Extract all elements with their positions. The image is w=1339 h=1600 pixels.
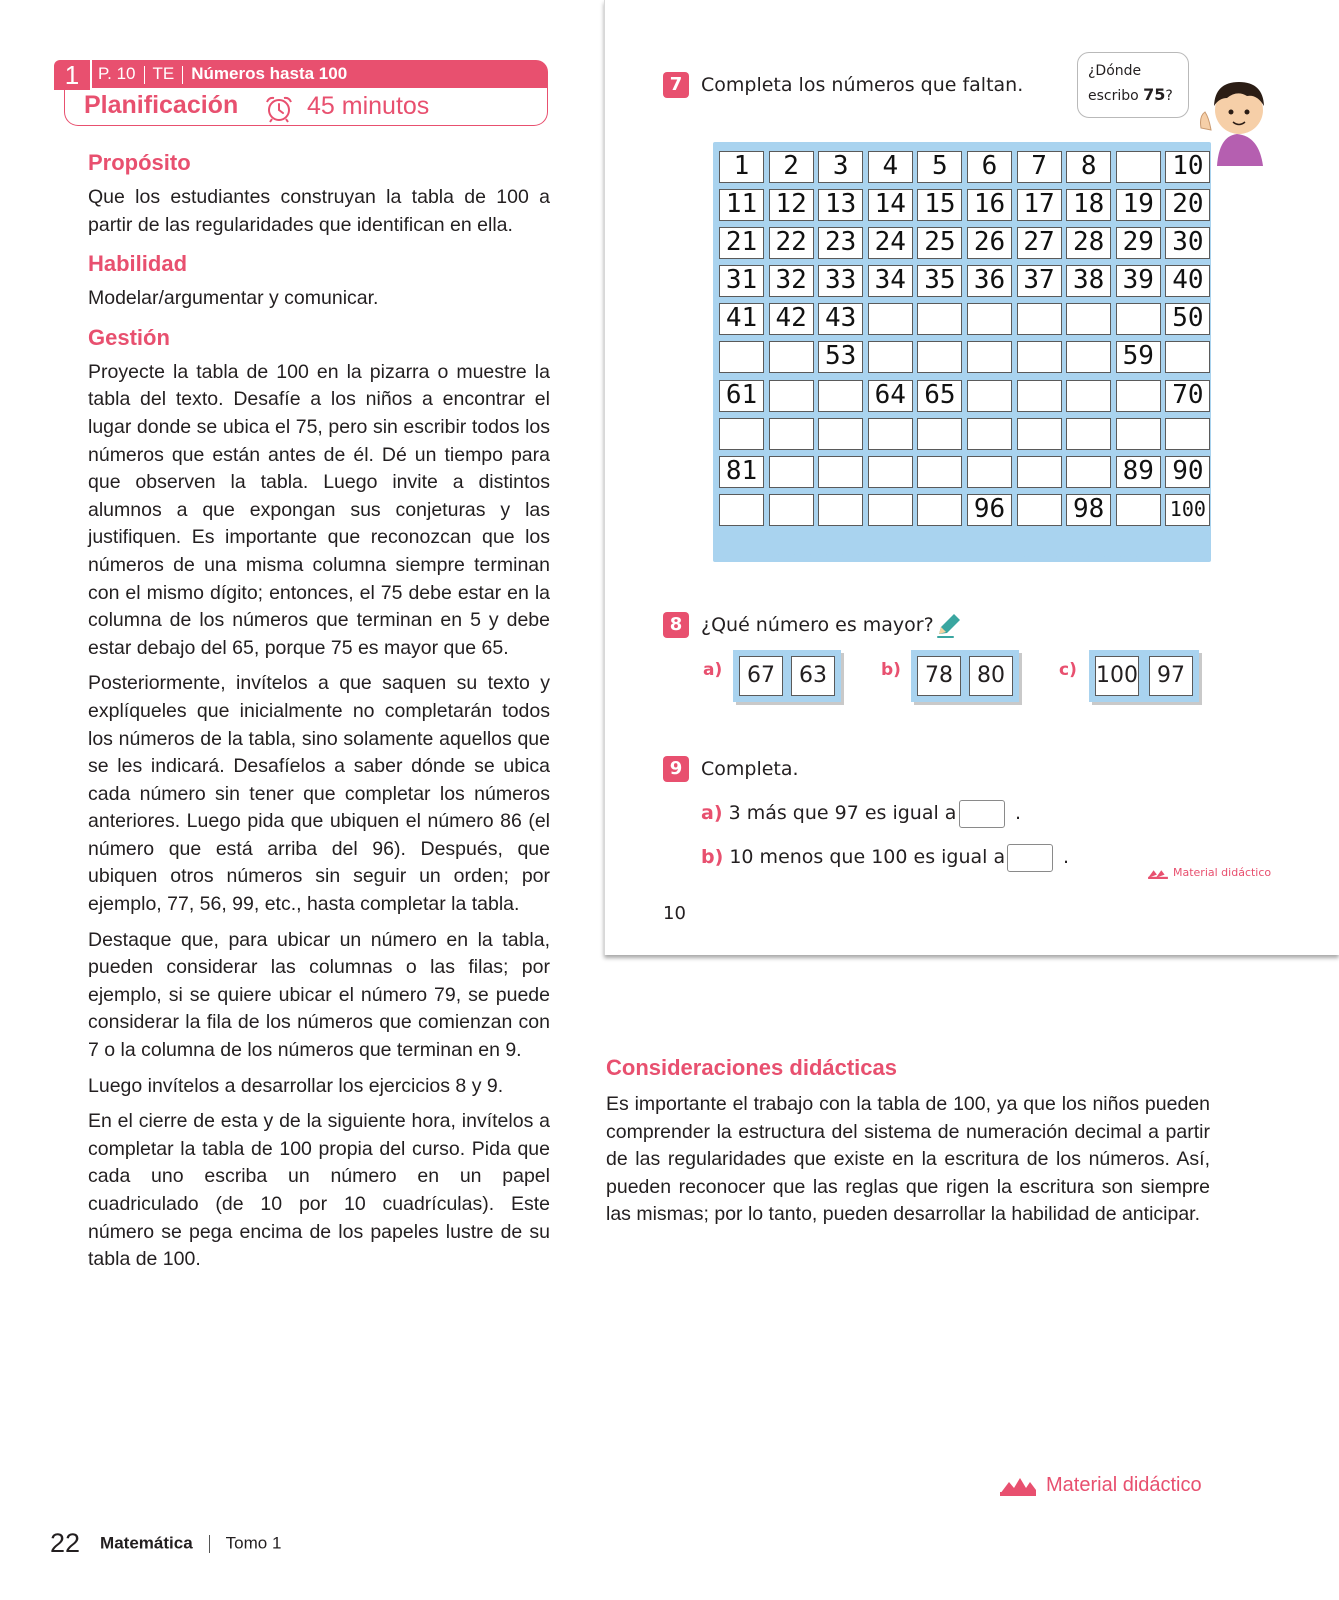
grid-cell-empty[interactable] bbox=[1066, 303, 1111, 335]
grid-cell: 39 bbox=[1116, 265, 1161, 297]
grid-cell-empty[interactable] bbox=[1165, 418, 1210, 450]
grid-cell-empty[interactable] bbox=[1116, 303, 1161, 335]
grid-cell-empty[interactable] bbox=[967, 341, 1012, 373]
exercise-9a: a) 3 más que 97 es igual a bbox=[701, 802, 957, 824]
consideraciones-section bbox=[606, 1055, 1210, 1229]
gestion-paragraph: En el cierre de esta y de la siguiente hora, invítelos a completar la tabla de 100 propia del curso. Pida que cada uno escriba un número en un papel cuadriculado (de 10 por 10 cuadrículas). Este número se pega encima de los papeles lustre de su tabla de 100. bbox=[88, 1110, 550, 1271]
compare-number[interactable]: 97 bbox=[1149, 656, 1193, 696]
exercise-9b: b) 10 menos que 100 es igual a bbox=[701, 846, 1006, 868]
grid-cell-empty[interactable] bbox=[1066, 456, 1111, 488]
chart-wavy-edge bbox=[713, 546, 1211, 566]
grid-cell: 6 bbox=[967, 151, 1012, 183]
period: . bbox=[1015, 802, 1022, 824]
habilidad-heading: Habilidad bbox=[88, 251, 188, 277]
grid-cell: 90 bbox=[1165, 456, 1210, 488]
grid-cell: 53 bbox=[818, 341, 863, 373]
lesson-number: 1 bbox=[54, 60, 90, 90]
material-didactico-small: Material didáctico bbox=[1147, 866, 1271, 879]
grid-cell: 43 bbox=[818, 303, 863, 335]
grid-cell-empty[interactable] bbox=[917, 303, 962, 335]
grid-cell: 21 bbox=[719, 227, 764, 259]
grid-cell-empty[interactable] bbox=[818, 494, 863, 526]
grid-cell: 59 bbox=[1116, 341, 1161, 373]
grid-cell-empty[interactable] bbox=[967, 303, 1012, 335]
bubble-line-2: escribo 75? bbox=[1088, 85, 1173, 104]
grid-cell: 4 bbox=[868, 151, 913, 183]
grid-cell: 22 bbox=[769, 227, 814, 259]
grid-cell: 96 bbox=[967, 494, 1012, 526]
exercise-7-text: Completa los números que faltan. bbox=[701, 74, 1024, 96]
grid-cell: 10 bbox=[1165, 151, 1210, 183]
grid-cell: 65 bbox=[917, 380, 962, 412]
grid-cell-empty[interactable] bbox=[868, 341, 913, 373]
grid-cell: 29 bbox=[1116, 227, 1161, 259]
grid-cell: 31 bbox=[719, 265, 764, 297]
grid-cell: 26 bbox=[967, 227, 1012, 259]
grid-cell-empty[interactable] bbox=[1116, 151, 1161, 183]
planning-duration: 45 minutos bbox=[307, 92, 430, 120]
grid-cell: 3 bbox=[818, 151, 863, 183]
grid-cell: 98 bbox=[1066, 494, 1111, 526]
grid-cell: 14 bbox=[868, 189, 913, 221]
habilidad-text: Modelar/argumentar y comunicar. bbox=[88, 287, 379, 310]
planning-label: Planificación bbox=[84, 91, 239, 119]
grid-cell: 28 bbox=[1066, 227, 1111, 259]
grid-cell: 50 bbox=[1165, 303, 1210, 335]
grid-cell: 70 bbox=[1165, 380, 1210, 412]
hundred-grid bbox=[719, 151, 1210, 526]
grid-cell: 19 bbox=[1116, 189, 1161, 221]
grid-cell-empty[interactable] bbox=[818, 418, 863, 450]
grid-cell-empty[interactable] bbox=[818, 380, 863, 412]
grid-cell-empty[interactable] bbox=[818, 456, 863, 488]
grid-cell: 40 bbox=[1165, 265, 1210, 297]
grid-cell-empty[interactable] bbox=[769, 341, 814, 373]
book-page-number: 10 bbox=[663, 903, 686, 924]
exercise-8-number: 8 bbox=[663, 612, 689, 638]
grid-cell: 61 bbox=[719, 380, 764, 412]
compare-number[interactable]: 78 bbox=[917, 656, 961, 696]
grid-cell: 5 bbox=[917, 151, 962, 183]
page-footer bbox=[50, 1528, 281, 1559]
grid-cell-empty[interactable] bbox=[868, 303, 913, 335]
grid-cell-empty[interactable] bbox=[967, 456, 1012, 488]
grid-cell: 13 bbox=[818, 189, 863, 221]
gestion-paragraph: Proyecte la tabla de 100 en la pizarra o muestre la tabla del texto. Desafíe a los niños a encontrar el lugar donde se ubica el 75, pero sin escribir todos los números que están antes de él. Dé un tiempo para que observen la tabla. Luego invite a distintos alumnos a que expongan sus conjeturas y las justifiquen. Es importante que reconozcan que los números de una misma columna siempre terminan con el mismo dígito; entonces, el 75 debe estar en la columna de los números que terminan en 5 y debe estar debajo del 65, porque 75 es mayor que 65. bbox=[88, 360, 550, 659]
grid-cell-empty[interactable] bbox=[769, 418, 814, 450]
gestion-paragraph: Destaque que, para ubicar un número en la tabla, pueden considerar las columnas o las filas; por ejemplo, si se quiere ubicar el número 79, se puede considerar la fila de los números que comienzan con 7 o la columna de los números que terminan en 9. bbox=[88, 928, 550, 1062]
grid-cell: 32 bbox=[769, 265, 814, 297]
compare-number[interactable]: 80 bbox=[969, 656, 1013, 696]
grid-cell-empty[interactable] bbox=[917, 418, 962, 450]
grid-cell: 8 bbox=[1066, 151, 1111, 183]
grid-cell-empty[interactable] bbox=[1165, 341, 1210, 373]
grid-cell-empty[interactable] bbox=[1017, 418, 1062, 450]
grid-cell: 100 bbox=[1165, 494, 1210, 526]
answer-box-9a[interactable] bbox=[959, 800, 1005, 828]
compare-number[interactable]: 63 bbox=[791, 656, 835, 696]
consideraciones-heading: Consideraciones didácticas bbox=[606, 1055, 897, 1080]
gestion-heading: Gestión bbox=[88, 324, 170, 350]
grid-cell-empty[interactable] bbox=[1116, 494, 1161, 526]
item-a-label: a) bbox=[703, 660, 723, 680]
student-book-page bbox=[604, 0, 1339, 955]
alarm-clock-icon bbox=[264, 95, 294, 123]
grid-cell: 16 bbox=[967, 189, 1012, 221]
grid-cell: 33 bbox=[818, 265, 863, 297]
grid-cell-empty[interactable] bbox=[719, 418, 764, 450]
grid-cell: 20 bbox=[1165, 189, 1210, 221]
hundred-chart bbox=[713, 142, 1211, 562]
grid-cell: 23 bbox=[818, 227, 863, 259]
grid-cell-empty[interactable] bbox=[967, 380, 1012, 412]
grid-cell: 11 bbox=[719, 189, 764, 221]
exercise-9-text: Completa. bbox=[701, 758, 799, 780]
exercise-7-number: 7 bbox=[663, 72, 689, 98]
exercise-9-number: 9 bbox=[663, 756, 689, 782]
item-c-label: c) bbox=[1059, 660, 1077, 680]
grid-cell: 37 bbox=[1017, 265, 1062, 297]
gestion-paragraph: Posteriormente, invítelos a que saquen su texto y explíqueles que inicialmente no completarán todos los números de la tabla, sino solamente aquellos que se les indicará. Desafíelos a saber dónde se ubica cada número sin tener que completar los números anteriores. Luego pida que ubiquen el número 86 (el número que está arriba del 96). Después, que ubiquen otros números sin seguir un orden; por ejemplo, 77, 56, 99, etc., hasta completar la tabla. bbox=[88, 672, 550, 916]
grid-cell: 7 bbox=[1017, 151, 1062, 183]
grid-cell: 18 bbox=[1066, 189, 1111, 221]
grid-cell-empty[interactable] bbox=[1066, 341, 1111, 373]
consideraciones-text: Es importante el trabajo con la tabla de 100, ya que los niños pueden comprender la estructura del sistema de numeración decimal a partir de las regularidades que existe en la escritura de los números. Así, pueden reconocer que las reglas que rigen la escritura son siempre las mismas; por lo tanto, pueden desarrollar la habilidad de anticipar. bbox=[606, 1093, 1210, 1226]
grid-cell-empty[interactable] bbox=[1116, 380, 1161, 412]
grid-cell-empty[interactable] bbox=[769, 494, 814, 526]
proposito-text: Que los estudiantes construyan la tabla de 100 a partir de las regularidades que identifican en ella. bbox=[88, 186, 550, 236]
compare-number[interactable]: 100 bbox=[1095, 656, 1139, 696]
pencil-icon bbox=[935, 612, 963, 638]
grid-cell: 64 bbox=[868, 380, 913, 412]
grid-cell-empty[interactable] bbox=[1116, 418, 1161, 450]
exercise-8-text: ¿Qué número es mayor? bbox=[701, 614, 934, 636]
grid-cell-empty[interactable] bbox=[769, 380, 814, 412]
grid-cell-empty[interactable] bbox=[1017, 494, 1062, 526]
grid-cell: 17 bbox=[1017, 189, 1062, 221]
compare-pair-c bbox=[1089, 650, 1199, 702]
grid-cell: 15 bbox=[917, 189, 962, 221]
lesson-title: Números hasta 100 bbox=[191, 64, 348, 83]
proposito-heading: Propósito bbox=[88, 150, 191, 175]
grid-cell-empty[interactable] bbox=[917, 341, 962, 373]
grid-cell: 89 bbox=[1116, 456, 1161, 488]
grid-cell: 35 bbox=[917, 265, 962, 297]
page-number: 22 bbox=[50, 1528, 81, 1558]
grid-cell: 34 bbox=[868, 265, 913, 297]
grid-cell: 81 bbox=[719, 456, 764, 488]
grid-cell: 42 bbox=[769, 303, 814, 335]
period: . bbox=[1063, 846, 1070, 868]
grid-cell: 1 bbox=[719, 151, 764, 183]
teacher-guide-column bbox=[88, 150, 550, 1274]
grid-cell-empty[interactable] bbox=[1017, 380, 1062, 412]
grid-cell: 41 bbox=[719, 303, 764, 335]
material-icon bbox=[1000, 1476, 1036, 1496]
answer-box-9b[interactable] bbox=[1007, 844, 1053, 872]
lesson-header bbox=[54, 60, 548, 126]
compare-pair-b bbox=[911, 650, 1019, 702]
material-icon bbox=[1147, 868, 1169, 879]
grid-cell: 12 bbox=[769, 189, 814, 221]
grid-cell-empty[interactable] bbox=[1017, 341, 1062, 373]
grid-cell-empty[interactable] bbox=[868, 418, 913, 450]
subject-label: Matemática bbox=[100, 1533, 193, 1553]
grid-cell-empty[interactable] bbox=[868, 494, 913, 526]
grid-cell: 2 bbox=[769, 151, 814, 183]
grid-cell-empty[interactable] bbox=[1066, 380, 1111, 412]
grid-cell-empty[interactable] bbox=[967, 418, 1012, 450]
page-ref: P. 10 bbox=[98, 64, 136, 83]
lesson-bar bbox=[92, 60, 548, 88]
te-label: TE bbox=[152, 64, 175, 83]
grid-cell-empty[interactable] bbox=[719, 341, 764, 373]
grid-cell: 27 bbox=[1017, 227, 1062, 259]
grid-cell-empty[interactable] bbox=[868, 456, 913, 488]
item-b-label: b) bbox=[881, 660, 901, 680]
grid-cell-empty[interactable] bbox=[917, 494, 962, 526]
grid-cell-empty[interactable] bbox=[719, 494, 764, 526]
grid-cell-empty[interactable] bbox=[917, 456, 962, 488]
grid-cell-empty[interactable] bbox=[769, 456, 814, 488]
grid-cell: 36 bbox=[967, 265, 1012, 297]
grid-cell: 38 bbox=[1066, 265, 1111, 297]
material-didactico-label: Material didáctico bbox=[1000, 1474, 1202, 1497]
bubble-line-1: ¿Dónde bbox=[1088, 63, 1142, 79]
compare-number[interactable]: 67 bbox=[739, 656, 783, 696]
grid-cell: 30 bbox=[1165, 227, 1210, 259]
speech-bubble bbox=[1077, 52, 1189, 118]
grid-cell-empty[interactable] bbox=[1066, 418, 1111, 450]
volume-label: Tomo 1 bbox=[225, 1533, 282, 1553]
grid-cell: 24 bbox=[868, 227, 913, 259]
grid-cell-empty[interactable] bbox=[1017, 303, 1062, 335]
gestion-paragraph: Luego invítelos a desarrollar los ejercicios 8 y 9. bbox=[88, 1074, 504, 1097]
compare-pair-a bbox=[733, 650, 841, 702]
grid-cell-empty[interactable] bbox=[1017, 456, 1062, 488]
grid-cell: 25 bbox=[917, 227, 962, 259]
